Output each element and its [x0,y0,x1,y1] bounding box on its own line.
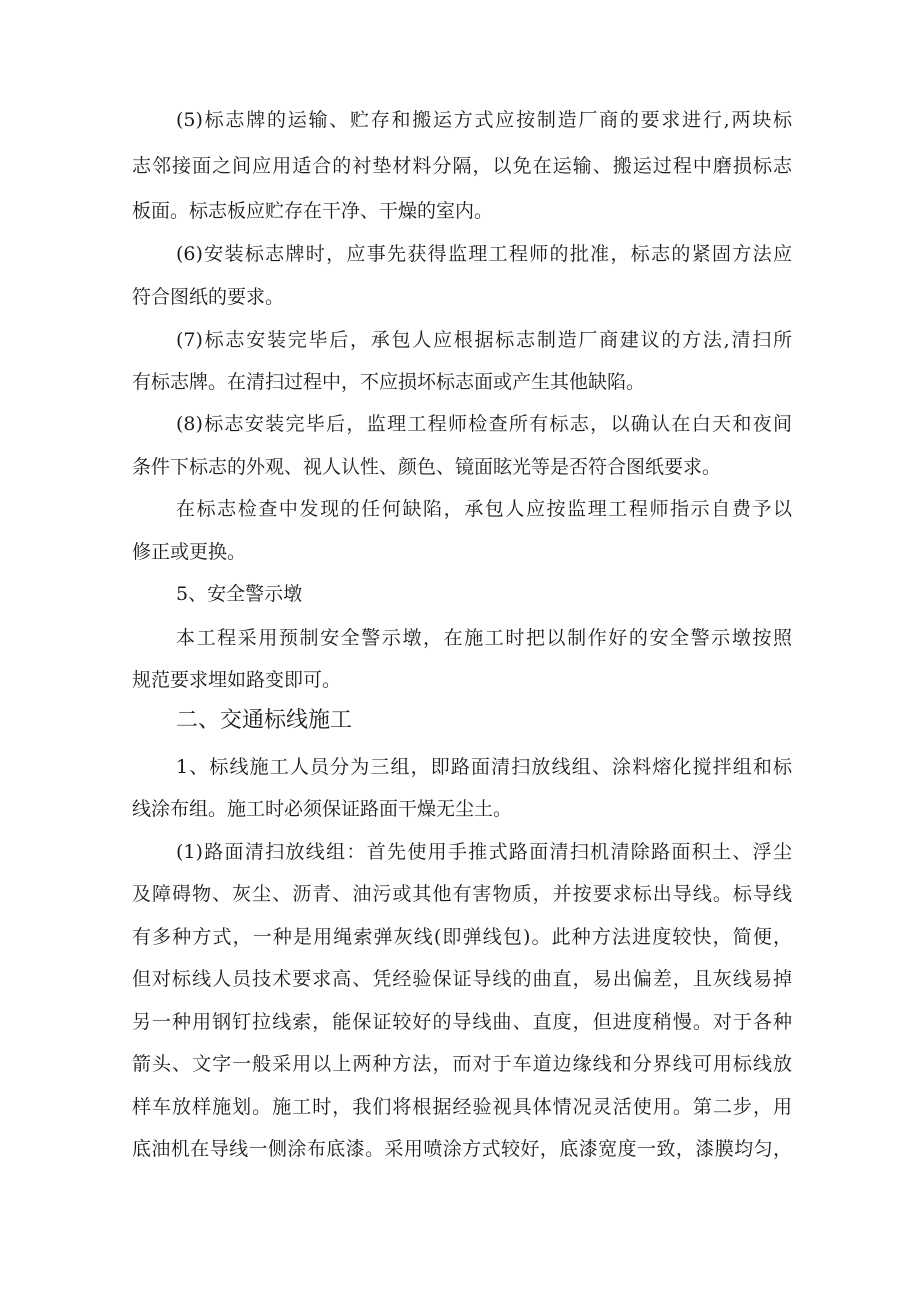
text-line: 修正或更换。 [132,541,247,563]
text-line: 条件下标志的外观、视人认性、颜色、镜面眩光等是否符合图纸要求。 [132,456,722,478]
text-line: 符合图纸的要求。 [132,286,285,308]
text-line: 志邻接面之间应用适合的衬垫材料分隔，以免在运输、搬运过程中磨损标志 [132,155,792,177]
text-line: 箭头、文字一般采用以上两种方法，而对于车道边缘线和分界线可用标线放 [132,1053,792,1075]
text-line: 有标志牌。在清扫过程中，不应损坏标志面或产生其他缺陷。 [132,371,646,393]
text-line: 有多种方式，一种是用绳索弹灰线(即弹线包)。此种方法进度较快，简便， [132,926,792,948]
text-line: 本工程采用预制安全警示墩，在施工时把以制作好的安全警示墩按照 [176,627,792,649]
section-heading: 5、安全警示墩 [176,583,303,605]
text-line: 板面。标志板应贮存在干净、干燥的室内。 [132,200,494,222]
text-line: (7)标志安装完毕后，承包人应根据标志制造厂商建议的方法,清扫所 [176,329,792,351]
text-line: 但对标线人员技术要求高、凭经验保证导线的曲直，易出偏差，且灰线易掉 [132,968,792,990]
text-line: 1、标线施工人员分为三组，即路面清扫放线组、涂料熔化搅拌组和标 [176,756,792,778]
text-line: 底油机在导线一侧涂布底漆。采用喷涂方式较好，底漆宽度一致，漆膜均匀， [132,1138,792,1160]
text-line: (6)安装标志牌时，应事先获得监理工程师的批准，标志的紧固方法应 [176,243,792,265]
text-line: (1)路面清扫放线组：首先使用手推式路面清扫机清除路面积土、浮尘 [176,841,792,863]
text-line: (5)标志牌的运输、贮存和搬运方式应按制造厂商的要求进行,两块标 [176,109,792,131]
text-line: 规范要求埋如路变即可。 [132,669,342,691]
text-line: 及障碍物、灰尘、沥青、油污或其他有害物质，并按要求标出导线。标导线 [132,883,792,905]
text-line: 样车放样施划。施工时，我们将根据经验视具体情况灵活使用。第二步，用 [132,1096,792,1118]
text-line: 线涂布组。施工时必须保证路面干燥无尘土。 [132,798,513,820]
text-line: 在标志检查中发现的任何缺陷，承包人应按监理工程师指示自费予以 [176,498,792,520]
text-line: 另一种用钢钉拉线索，能保证较好的导线曲、直度，但进度稍慢。对于各种 [132,1011,792,1033]
text-line: (8)标志安装完毕后，监理工程师检查所有标志，以确认在白天和夜间 [176,413,792,435]
chapter-heading: 二、交通标线施工 [176,708,353,733]
